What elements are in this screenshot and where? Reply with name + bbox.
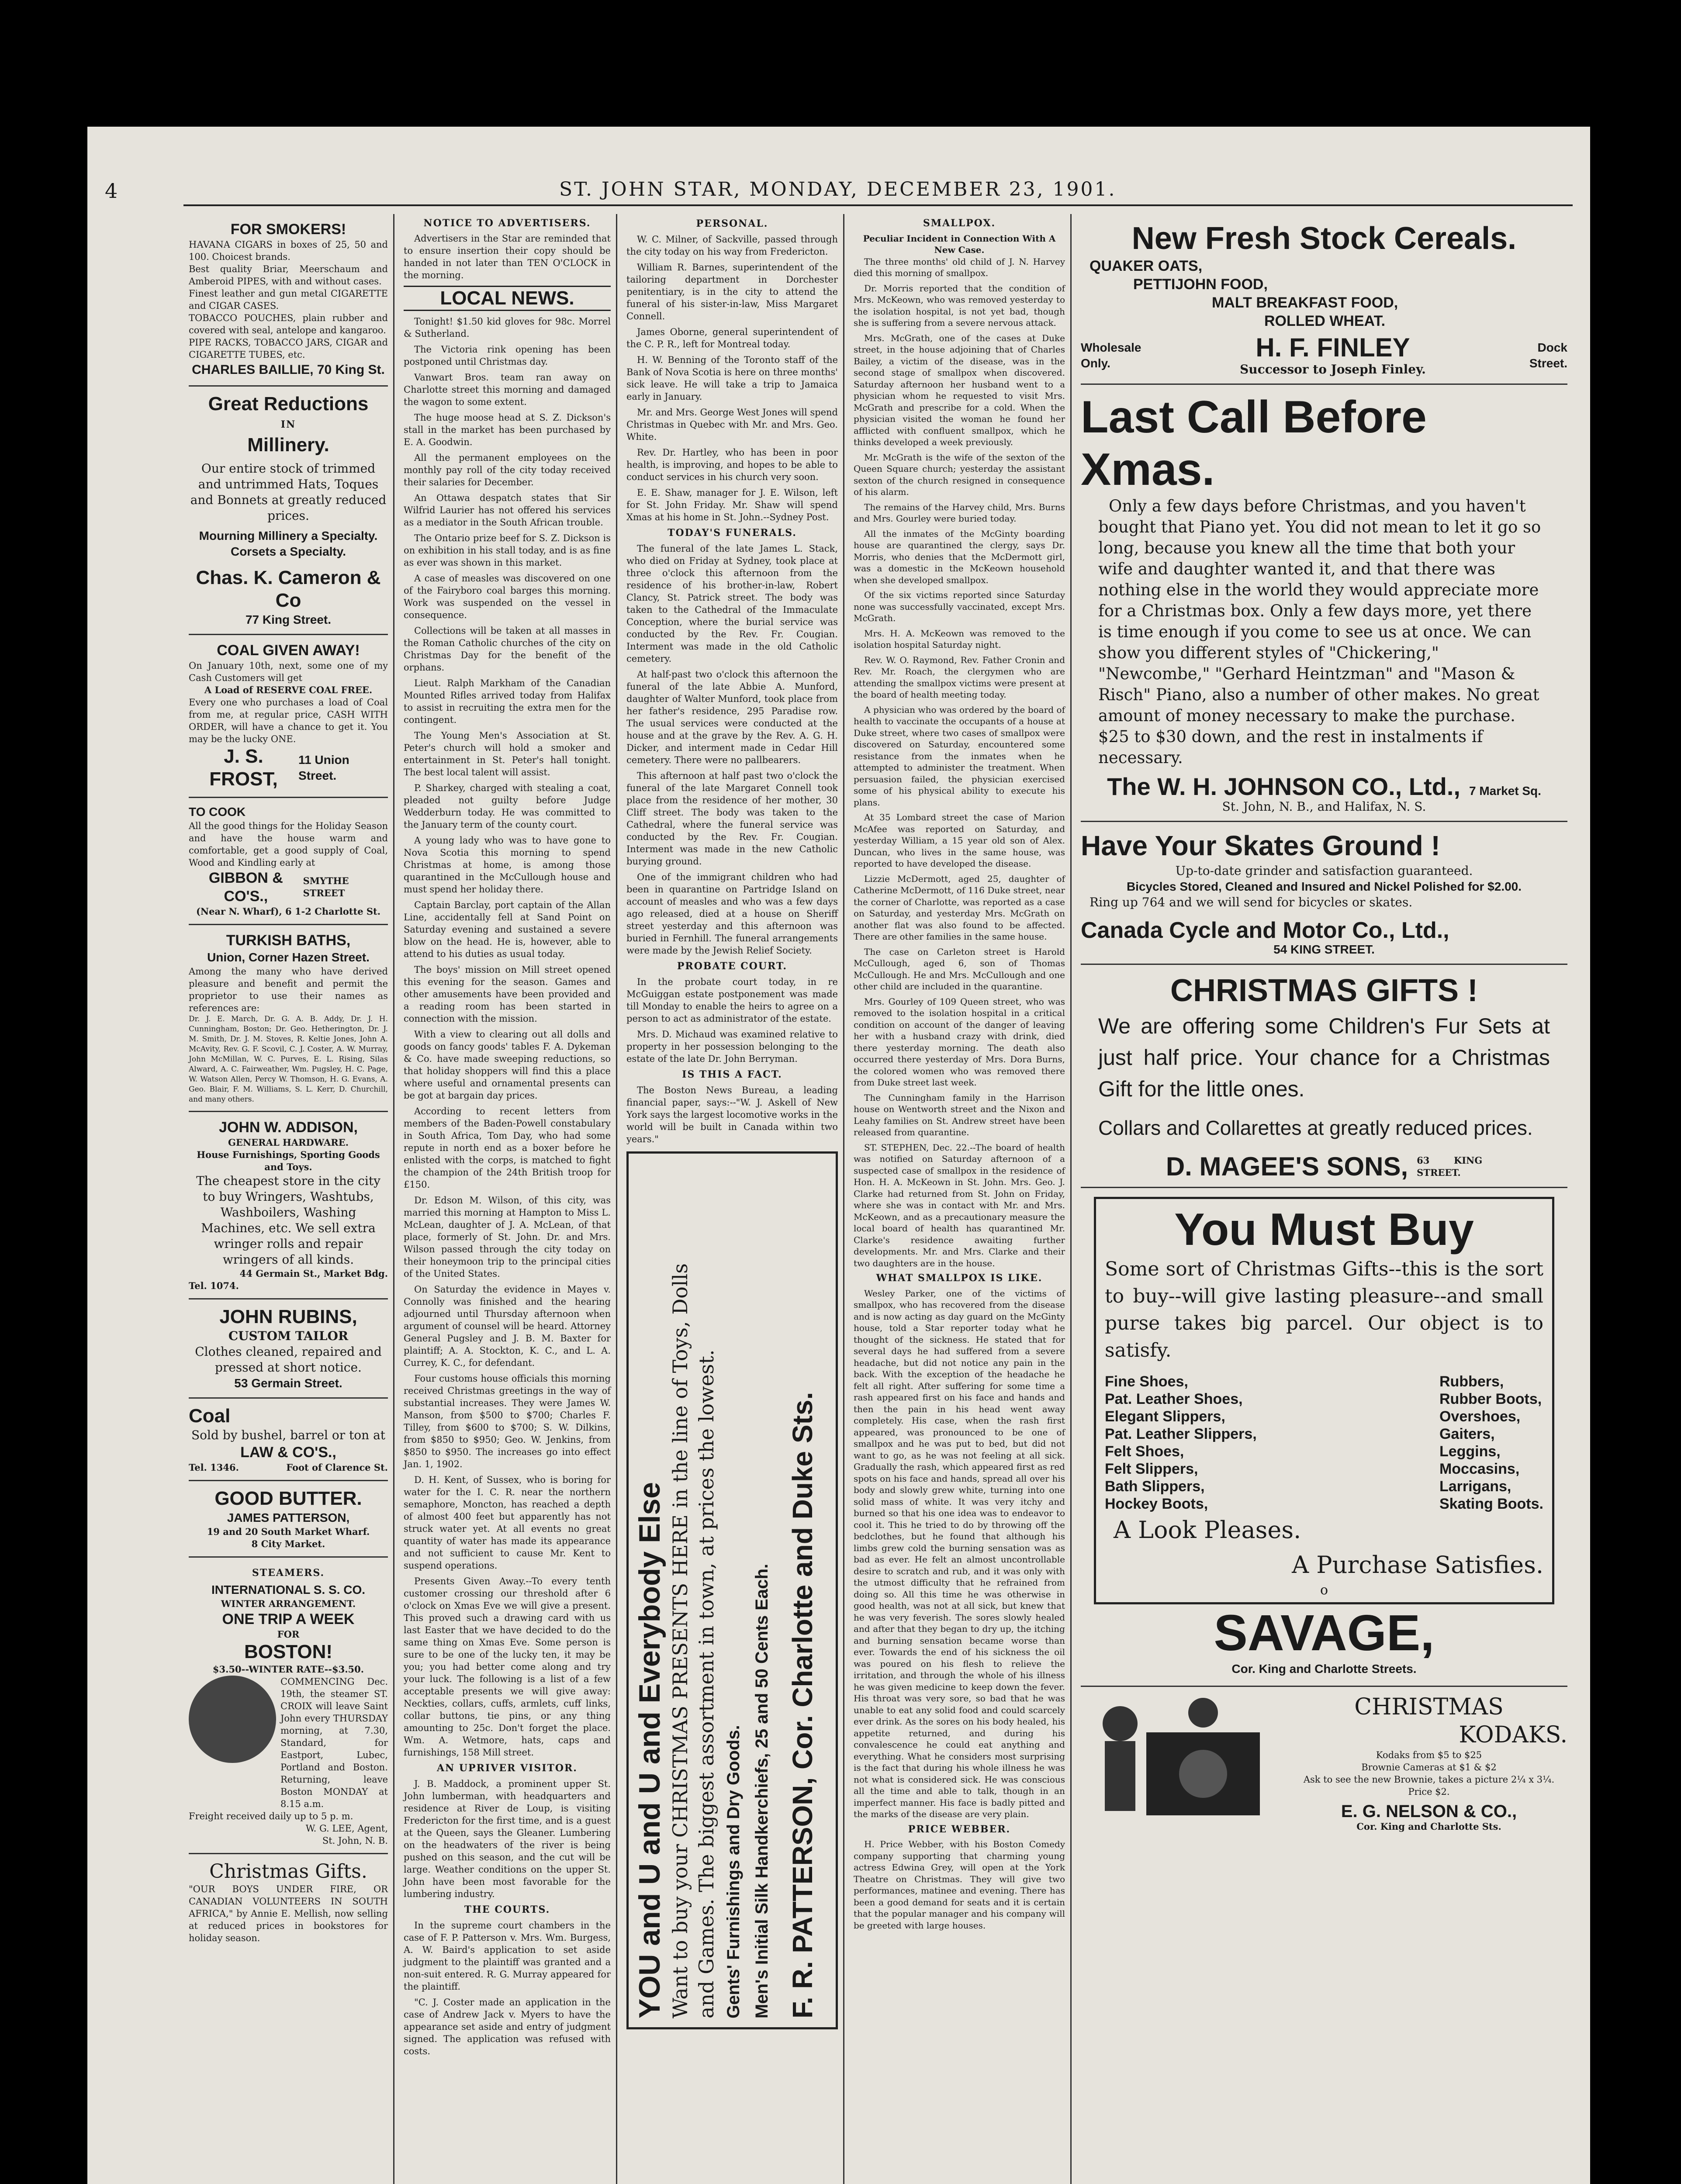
ad-firm: CHARLES BAILLIE, 70 King St. (192, 363, 385, 377)
ad-title: GOOD BUTTER. (214, 1488, 362, 1509)
ad-line: HAVANA CIGARS in boxes of 25, 50 and 100. Choicest brands. (189, 239, 388, 262)
ad-body: Clothes cleaned, repaired and pressed at short notice. (195, 1344, 382, 1375)
ad-phone: Tel. 1074. (189, 1280, 239, 1291)
local-news-body (404, 315, 611, 2057)
section-heading: AN UPRIVER VISITOR. (437, 1762, 578, 1774)
paragraph: Mrs. H. A. McKeown was removed to the isolation hospital Saturday night. (854, 628, 1065, 650)
ad-title: TURKISH BATHS, (226, 932, 351, 949)
list-item: Leggins, (1439, 1443, 1501, 1460)
section-heading: THE COURTS. (464, 1904, 550, 1915)
paragraph: The case on Carleton street is Harold McCullough, aged 6, son of Thomas McCullough. He and Mrs. McCullough and one other child are included in the quarantine. (854, 946, 1065, 992)
paragraph: Rev. W. O. Raymond, Rev. Father Cronin and Rev. Mr. Roach, the clergymen who are attending the smallpox victims were present at the board of health meeting today. (854, 654, 1065, 700)
ad-line: Want to buy your CHRISTMAS PRESENTS HERE in the line of Toys, Dolls (668, 1263, 692, 2018)
ad-title: Last Call Before Xmas. (1081, 392, 1427, 495)
paragraph: On Saturday the evidence in Mayes v. Connolly was finished and the hearing adjourned until Thursday afternoon when argument of counsel will be heard. Attorney General Pugsley and J. B. M. Baxter for plaintiff; A. A. Stockton, K. C., and L. A. Currey, K. C., for defendant. (404, 1284, 611, 1368)
skates-ad (1081, 822, 1567, 965)
ad-firm: Chas. K. Cameron & Co (196, 567, 381, 611)
ad-body: Among the many who have derived pleasure and benefit and permit the proprietor to use their names as references are: (189, 966, 388, 1013)
ad-body: Our entire stock of trimmed and untrimmed Hats, Toques and Bonnets at greatly reduced prices. (190, 461, 387, 523)
section-heading: TODAY'S FUNERALS. (668, 527, 797, 539)
ad-address: Foot of Clarence St. (286, 1462, 388, 1473)
ad-address: 19 and 20 South Market Wharf. (207, 1526, 370, 1537)
paragraph: Advertisers in the Star are reminded that to ensure insertion their copy should be handed in not later than TEN O'CLOCK in the morning. (404, 233, 611, 280)
addison-ad (189, 1112, 388, 1299)
ad-title: ONE TRIP A WEEK (222, 1611, 355, 1628)
paragraph: The Young Men's Association at St. Peter's church will hold a smoker and entertainment in St. Peter's hall tonight. The best local talent will assist. (404, 730, 611, 778)
list-item: Fine Shoes, (1105, 1373, 1188, 1390)
column-2 (398, 214, 616, 2061)
product-list-left (1105, 1373, 1257, 1513)
section-heading: LOCAL NEWS. (404, 286, 611, 311)
paragraph: The Cunningham family in the Harrison house on Wentworth street and the Nixon and Leahy families on St. Andrew street have been released from quarantine. (854, 1092, 1065, 1137)
ad-title: INTERNATIONAL S. S. CO. (211, 1583, 366, 1597)
paragraph: A young lady who was to have gone to Nova Scotia this morning to spend Christmas at home, is among those quarantined in the McCullough house and must spend her holiday there. (404, 835, 611, 895)
ad-line: Kodaks from $5 to $25 (1376, 1750, 1482, 1760)
list-item: Pat. Leather Shoes, (1105, 1391, 1243, 1407)
section-subheading: Peculiar Incident in Connection With A New Case. (863, 233, 1056, 255)
ad-line: Brownie Cameras at $1 & $2 (1361, 1762, 1497, 1773)
ad-line: GENERAL HARDWARE. (228, 1137, 349, 1148)
steamship-illustration (189, 1676, 276, 1763)
list-item: Gaiters, (1439, 1426, 1495, 1442)
section-heading: NOTICE TO ADVERTISERS. (423, 218, 591, 229)
ad-title: CHRISTMAS (1354, 1694, 1504, 1720)
ad-body: Sold by bushel, barrel or ton at (191, 1428, 386, 1442)
list-item: Hockey Boots, (1105, 1496, 1208, 1512)
ad-line: Up-to-date grinder and satisfaction guaranteed. (1175, 864, 1473, 878)
paragraph: Mr. and Mrs. George West Jones will spend Christmas in Quebec with Mr. and Mrs. Geo. White. (626, 407, 838, 442)
ad-line: PIPE RACKS, TOBACCO JARS, CIGAR and CIGARETTE TUBES, etc. (189, 337, 388, 360)
ad-line: FOR (277, 1629, 300, 1640)
ad-phone: Tel. 1346. (189, 1462, 239, 1473)
rubins-ad (189, 1299, 388, 1399)
ad-address: 8 City Market. (251, 1538, 325, 1549)
ad-title: You Must Buy (1174, 1204, 1474, 1255)
christmas-gifts-book-ad (189, 1854, 388, 1950)
section-heading: PRICE WEBBER. (908, 1823, 1011, 1835)
ad-line: Freight received daily up to 5 p. m. (189, 1811, 353, 1821)
list-item: Elegant Slippers, (1105, 1408, 1225, 1425)
paragraph: Rev. Dr. Hartley, who has been in poor health, is improving, and hopes to be able to conduct services in his church very soon. (626, 447, 838, 482)
ad-line: QUAKER OATS, (1090, 258, 1203, 274)
magee-gifts-ad (1081, 965, 1567, 1188)
ad-title: CHRISTMAS GIFTS ! (1170, 973, 1478, 1008)
paragraph: Mrs. Gourley of 109 Queen street, who was removed to the isolation hospital in a critical condition on account of the danger of leaving her with a husband crazy with drink, died there yesterday morning. The death also occurred there yesterday of Mrs. Dora Burns, the colored women who was removed there from Duke street last week. (854, 996, 1065, 1088)
column-5 (1076, 214, 1573, 1839)
section-heading: PROBATE COURT. (677, 961, 788, 972)
list-item: Rubbers, (1439, 1373, 1504, 1390)
paragraph: With a view to clearing out all dolls and goods on fancy goods' tables F. A. Dykeman & Co. have made sweeping reductions, so that holiday shoppers will find this a place where useful and ornamental presents can be got at bargain day prices. (404, 1029, 611, 1101)
ad-title: Great Reductions (208, 393, 369, 415)
ad-line: Successor to Joseph Finley. (1240, 362, 1426, 377)
ad-line: A Purchase Satisfies. (1292, 1551, 1543, 1579)
ad-address: St. John, N. B., and Halifax, N. S. (1222, 799, 1426, 814)
list-item: Skating Boots. (1439, 1496, 1543, 1512)
paragraph: A physician who was ordered by the board of health to vaccinate the occupants of a house at Duke street, where two cases of smallpox were discovered on Saturday, encountered some resistance from the inmates when he attempted to administer the treatment. When persuasion failed, the physician exercised some of his physical ability to execute his plans. (854, 704, 1065, 808)
ad-firm: The W. H. JOHNSON CO., Ltd., (1107, 773, 1460, 800)
paragraph: William R. Barnes, superintendent of the tailoring department in Dorchester penitentiary, is in the city to attend the funeral of his sister-in-law, Miss Margaret Connell. (626, 262, 838, 321)
paragraph: According to recent letters from members of the Baden-Powell constabulary in South Africa, Tom Day, who had some repute in north end as a boxer before he enlisted with the corps, is matched to fight the champion of the 24th British troop for £150. (404, 1106, 611, 1190)
ad-body: COMMENCING Dec. 19th, the steamer ST. CROIX will leave Saint John every THURSDAY morning, at 7.30, Standard, for Eastport, Lubec, Portland and Boston. Returning, leave Boston MONDAY at 8.15 a.m. (280, 1676, 388, 1809)
smallpox-section (854, 218, 1065, 1931)
paragraph: ST. STEPHEN, Dec. 22.--The board of health was notified on Saturday afternoon of a suspected case of smallpox in the residence of Hon. H. A. McKeown in St. John. Mrs. Geo. J. Clarke had returned from St. John on Friday, where she was in contact with Mr. and Mrs. McKeown, and as a precautionary measure the local board of health has quarantined Mr. Clarke's residence awaiting further developments. Mr. and Mrs. Clarke and their two daughters are in the house. (854, 1142, 1065, 1268)
ad-address: (Near N. Wharf), 6 1-2 Charlotte St. (196, 906, 381, 917)
ad-title: KODAKS. (1459, 1722, 1567, 1748)
ad-line: IN (280, 419, 296, 430)
finley-cereals-ad (1081, 214, 1567, 385)
ad-firm: JAMES PATTERSON, (227, 1511, 350, 1524)
list-item: Felt Slippers, (1105, 1461, 1198, 1477)
ad-title: JOHN W. ADDISON, (219, 1119, 358, 1136)
ad-address: 11 Union Street. (298, 753, 349, 782)
personal-section (626, 218, 838, 1145)
ad-agent: St. John, N. B. (322, 1835, 388, 1846)
millinery-ad (189, 387, 388, 635)
list-item: Felt Shoes, (1105, 1443, 1184, 1460)
paragraph: The three months' old child of J. N. Harvey died this morning of smallpox. (854, 256, 1065, 278)
paragraph: The Victoria rink opening has been postponed until Christmas day. (404, 344, 611, 367)
paragraph: At 35 Lombard street the case of Marion McAfee was reported on Saturday, and yesterday William, a 15 year old son of Alex. Duncan, who lives in the same house, was reported to have developed the disease. (854, 812, 1065, 869)
paragraph: Of the six victims reported since Saturday none was successfully vaccinated, except Mrs. McGrath. (854, 590, 1065, 623)
paragraph: H. Price Webber, with his Boston Comedy company supporting that charming young actress Edwina Grey, will open at the York Theatre on Christmas. They will give two performances, matinee and evening. There has been a good demand for seats and it is certain that the popular manager and his company will be greeted with large houses. (854, 1839, 1065, 1931)
ad-address: 54 KING STREET. (1273, 943, 1375, 956)
steamers-ad (189, 1558, 388, 1854)
child-figure-shape (1103, 1706, 1138, 1741)
ad-line: and Games. The biggest assortment in town, at prices the lowest. (695, 1349, 718, 2018)
paragraph: Wesley Parker, one of the victims of smallpox, who has recovered from the disease and is now acting as day guard on the McGinty house, told a Star reporter today what he thought of the sickness. He stated that for several days he had suffered from a severe headache, but did not notice any pain in the back. With the exception of the headache he felt all right. After suffering for some time a rash appeared first on his face and hands and then the pain in his head went away completely. His case, when the rash first appeared, was pronounced to be one of smallpox and he was put to bed, but did not want to go, as he was not feeling at all sick. Gradually the rash, which appeared first as red spots on his face and hands, spread all over his body and slowly grew white, turning into one solid mass of white. It was very itchy and burned so that his one idea was to endeavor to cool it. This he tried to do by throwing off the bedclothes, but he found that although his limbs grew cold the burning sensation was as bad as ever. He felt an almost uncontrollable desire to scratch and rub, and it was only with the utmost difficulty that he refrained from doing so. All this time he was otherwise in good health, was not at all sick, but knew that he was very feverish. The sores slowly healed and after that they began to dry up, the itching and burning sensation became worse than ever. Towards the end of his sickness the oil was poured on his flesh to relieve the irritation, and through the whole of his illness he was given medicine to keep down the fever. His throat was very sore, so bad that he was unable to eat any solid food and could scarcely ever drink. As the sores on his body healed, his appetite returned, and during his convalescence he could eat anything and everything. What he considers most surprising is the fact that during his whole illness he was not what is considered sick. He was conscious all the time and able to talk, though in an imperfect manner. His face is badly pitted and the marks of the disease are very plain. (854, 1288, 1065, 1819)
ad-title: Have Your Skates Ground ! (1081, 830, 1440, 861)
ad-firm: LAW & CO'S., (240, 1444, 336, 1461)
paragraph: Mrs. D. Michaud was examined relative to property in her possession belonging to the estate of the late Dr. John Berryman. (626, 1029, 838, 1064)
ad-line: TOBACCO POUCHES, plain rubber and covered with seal, antelope and kangaroo. (189, 313, 388, 335)
ad-title: Coal (189, 1405, 231, 1427)
butter-ad (189, 1481, 388, 1558)
ad-line: House Furnishings, Sporting Goods and Toys. (197, 1149, 380, 1172)
coal-given-ad (189, 635, 388, 798)
ad-line: Mourning Millinery a Specialty. (199, 529, 378, 543)
ad-names: Dr. J. E. March, Dr. G. A. B. Addy, Dr. J. H. Cunningham, Boston; Dr. Geo. Hetherington, Dr. J. M. Smith, Dr. J. M. Stoves, R. Keltie Jones, John A. McAvity, Rev. G. F. Scovil, C. J. Coster, A. W. Murray, John McMillan, W. C. Purves, E. L. Rising, Silas Alward, A. C. Fairweather, Wm. Pugsley, H. C. Page, W. Watson Allen, Percy W. Thomson, H. G. Evans, A. Geo. Blair, F. M. Williams, S. L. Kerr, D. Churchill, and many others. (189, 1015, 388, 1104)
kodaks-ad (1081, 1687, 1567, 1839)
paragraph: "C. J. Coster made an application in the case of Andrew Jack v. Myers to have the appearance set aside and entry of judgment signed. The application was refused with costs. (404, 1997, 611, 2056)
paragraph: An Ottawa despatch states that Sir Wilfrid Laurier has not offered his services as a mediator in the South African trouble. (404, 493, 611, 528)
ad-firm: GIBBON & CO'S., (208, 870, 283, 905)
list-item: Bath Slippers, (1105, 1478, 1205, 1495)
ad-line: MALT BREAKFAST FOOD, (1212, 294, 1398, 311)
paragraph: James Oborne, general superintendent of the C. P. R., left for Montreal today. (626, 327, 838, 349)
ad-body: All the good things for the Holiday Season and have the house warm and comfortable, get a good supply of Coal, Wood and Kindling early at (189, 821, 388, 868)
section-heading: WHAT SMALLPOX IS LIKE. (876, 1272, 1043, 1284)
paragraph: The funeral of the late James L. Stack, who died on Friday at Sydney, took place at three o'clock this afternoon from the residence of his brother-in-law, Robert Clancy, St. Patrick street. The body was taken to the Cathedral of the Immaculate Conception, where the burial service was conducted by the Rev. Fr. Cougian. Interment was made in the old Catholic cemetery. (626, 543, 838, 664)
ad-address: 53 Germain Street. (234, 1376, 342, 1390)
ad-body: On January 10th, next, some one of my Cash Customers will get (189, 660, 388, 683)
section-heading: PERSONAL. (696, 218, 768, 229)
patterson-rotated-ad (626, 1151, 838, 2029)
ad-address: Cor. King and Charlotte Streets. (1231, 1662, 1417, 1676)
list-item: Rubber Boots, (1439, 1391, 1542, 1407)
ad-address: 44 Germain St., Market Bdg. (239, 1268, 388, 1279)
ad-title: COAL GIVEN AWAY! (217, 642, 360, 659)
johnson-piano-ad (1081, 385, 1567, 822)
paragraph: P. Sharkey, charged with stealing a coat, pleaded not guilty before Judge Wedderburn today. He was committed to the January term of the county court. (404, 783, 611, 830)
child-figure-shape (1105, 1741, 1135, 1811)
ad-title: BOSTON! (244, 1641, 333, 1662)
paragraph: This afternoon at half past two o'clock the funeral of the late Margaret Connell took place from the residence of her mother, 30 Cliff street. The body was taken to the Cathedral, where the funeral service was conducted by the Rev. Fr. Cougian. Interment was made in the new Catholic burying ground. (626, 771, 838, 867)
paragraph: Four customs house officials this morning received Christmas greetings in the way of substantial increases. They were James W. Manson, from $500 to $700; Charles F. Tilley, from $600 to $700; S. W. Dilkins, from $850 to $950; Geo. W. Jenkins, from $850 to $950. The increases go into effect Jan. 1, 1902. (404, 1373, 611, 1469)
ad-title: JOHN RUBINS, (219, 1306, 357, 1327)
ad-line: Finest leather and gun metal CIGARETTE and CIGAR CASES. (189, 288, 388, 311)
ad-firm: SAVAGE, (1214, 1604, 1435, 1661)
ad-line: WINTER ARRANGEMENT. (221, 1598, 356, 1609)
ad-line: Ring up 764 and we will send for bicycles or skates. (1090, 895, 1413, 909)
paragraph: The remains of the Harvey child, Mrs. Burns and Mrs. Gourley were buried today. (854, 501, 1065, 524)
paragraph: Dr. Edson M. Wilson, of this city, was married this morning at Hampton to Miss L. McLean, daughter of J. A. McLean, of that place, formerly of St. John. Dr. and Mrs. Wilson passed through the city today on their honeymoon trip to the principal cities of the United States. (404, 1195, 611, 1279)
ad-firm: D. MAGEE'S SONS, (1166, 1152, 1408, 1181)
ad-body: The cheapest store in the city to buy Wringers, Washtubs, Washboilers, Washing Machines, etc. We sell extra wringer rolls and repair wringers of all kinds. (196, 1174, 380, 1267)
ad-address: 77 King Street. (245, 613, 332, 626)
paragraph: Vanwart Bros. team ran away on Charlotte street this morning and damaged the wagon to some extent. (404, 372, 611, 407)
section-heading: STEAMERS. (252, 1567, 325, 1579)
ad-line: A Load of RESERVE COAL FREE. (204, 684, 373, 695)
ad-title: YOU and U and U and Everybody Else (633, 1482, 666, 2018)
ad-title: FOR SMOKERS! (230, 221, 346, 238)
ad-firm: H. F. FINLEY (1256, 333, 1410, 362)
ad-line: $3.50--WINTER RATE--$3.50. (212, 1664, 364, 1675)
turkish-baths-ad (189, 925, 388, 1112)
ad-address: 63 KING STREET. (1417, 1155, 1483, 1178)
newspaper-page (87, 127, 1590, 2184)
ad-line: Union, Corner Hazen Street. (207, 950, 370, 964)
column-1 (183, 214, 393, 1950)
paragraph: Mr. McGrath is the wife of the sexton of the Queen Square church; yesterday the assistant sexton of the church resigned in consequence of his alarm. (854, 452, 1065, 497)
paragraph: At half-past two o'clock this afternoon the funeral of the late Abbie A. Munford, daughter of Walter Munford, took place from her father's residence, 295 Paradise row. The usual services were conducted at the house and at the grave by the Rev. A. G. H. Dicker, and interment made in Cedar Hill cemetery. There were no pallbearers. (626, 669, 838, 765)
ad-line: Gents' Furnishings and Dry Goods. (724, 1725, 743, 2018)
paragraph: H. W. Benning of the Toronto staff of the Bank of Nova Scotia is here on three months' sick leave. He will take a trip to Jamaica early in January. (626, 355, 838, 402)
ad-body: Only a few days before Christmas, and you haven't bought that Piano yet. You did not mean to let it go so long, because you knew all the time that both your wife and daughter wanted it, and that there was nothing else in the world they would appreciate more for a Christmas box. Only a few days more, yet there is time enough if you come to see us at once. We can show you different styles of "Chickering," "Newcombe," "Gerhard Heintzman" and "Mason & Risch" Piano, also a number of other makes. No great amount of money necessary to make the purchase. $25 to $30 down, and the rest in instalments if necessary. (1098, 497, 1541, 767)
masthead-rule (183, 204, 1573, 206)
ad-body: We are offering some Children's Fur Sets at just half price. Your chance for a Christmas Gift for the little ones. (1098, 1014, 1550, 1101)
ad-title: New Fresh Stock Cereals. (1131, 221, 1517, 256)
column-divider (1070, 214, 1072, 2184)
paragraph: Presents Given Away.--To every tenth customer crossing our threshold after 6 o'clock on Xmas Eve we will give a present. This proved such a drawing card with us last Easter that we have decided to do the same thing on Xmas Eve. Some person is sure to be one of the lucky ten, it may be you; you had better come along and try your luck. The following is a list of a few acceptable presents we will give away: Neckties, collars, cuffs, armlets, cuff links, collar buttons, tie pins, or any thing amounting to 25c. Don't forget the place. Wm. A. Wetmore, hats, caps and furnishings, 158 Mill street. (404, 1576, 611, 1758)
to-cook-ad (189, 798, 388, 925)
paragraph: Mrs. McGrath, one of the cases at Duke street, in the house adjoining that of Charles Bailey, a victim of the disease, was in the second stage of smallpox when discovered. Saturday afternoon her husband went to a physician whom he requested to visit Mrs. McGrath and prescribe for a cold. When the physician visited the woman he found her afflicted with confluent smallpox, which he thinks developed a week previously. (854, 332, 1065, 447)
ad-line: CUSTOM TAILOR (228, 1329, 349, 1343)
ad-body: Every one who purchases a load of Coal from me, at regular price, CASH WITH ORDER, will have a chance to get it. You may be the lucky ONE. (189, 697, 388, 744)
page-number: 4 (105, 179, 118, 203)
ad-line: Wholesale Only. (1081, 341, 1141, 370)
ad-address: 7 Market Sq. (1469, 784, 1541, 798)
section-heading: IS THIS A FACT. (682, 1069, 782, 1080)
paragraph: W. C. Milner, of Sackville, passed through the city today on his way from Fredericton. (626, 234, 838, 257)
column-divider (616, 214, 617, 2184)
paragraph: One of the immigrant children who had been in quarantine on Partridge Island on account of measles and who was a few days ago released, died at a house on Sheriff street yesterday and this afternoon was buried in Fernhill. The funeral arrangements were made by the Jewish Relief Society. (626, 872, 838, 956)
paragraph: The Ontario prize beef for S. Z. Dickson is on exhibition in his stall today, and is as fine as ever was shown in this market. (404, 533, 611, 568)
ad-title: Millinery. (247, 434, 329, 456)
column-3 (621, 214, 843, 2029)
list-item: Overshoes, (1439, 1408, 1521, 1425)
ad-line: Ask to see the new Brownie, takes a picture 2¼ x 3¼. Price $2. (1303, 1774, 1555, 1797)
product-list-right (1439, 1373, 1543, 1513)
ad-line: Men's Initial Silk Handkerchiefs, 25 and 50 Cents Each. (752, 1564, 771, 2018)
ad-body: "OUR BOYS UNDER FIRE, OR CANADIAN VOLUNTEERS IN SOUTH AFRICA," by Annie E. Mellish, now selling at reduced prices in bookstores for holiday season. (189, 1884, 388, 1943)
paragraph: Collections will be taken at all masses in the Roman Catholic churches of the city on Christmas Day for the benefit of the orphans. (404, 625, 611, 673)
paragraph: A case of measles was discovered on one of the Fairyboro coal barges this morning. Work was suspended on the vessel in consequence. (404, 573, 611, 620)
paragraph: The boys' mission on Mill street opened this evening for the season. Games and other amusements have been provided and a reading room has been started in connection with the mission. (404, 964, 611, 1024)
section-heading: SMALLPOX. (923, 218, 996, 229)
column-4 (848, 214, 1070, 1935)
paragraph: Tonight! $1.50 kid gloves for 98c. Morrel & Sutherland. (404, 316, 611, 339)
ad-line: ROLLED WHEAT. (1264, 313, 1386, 329)
column-divider (393, 214, 394, 2184)
list-item: Larrigans, (1439, 1478, 1512, 1495)
ad-line: Best quality Briar, Meerschaum and Amberoid PIPES, with and without cases. (189, 264, 388, 287)
ad-firm: J. S. FROST, (209, 746, 278, 790)
ad-firm: Canada Cycle and Motor Co., Ltd., (1081, 918, 1449, 943)
paragraph: The Boston News Bureau, a leading financial paper, says:--"W. J. Askell of New York says the largest locomotive works in the world will be built in Canada within two years." (626, 1085, 838, 1144)
ad-line: PETTIJOHN FOOD, (1133, 276, 1268, 293)
column-divider (843, 214, 844, 2184)
ad-firm: E. G. NELSON & CO., (1341, 1802, 1517, 1821)
smokers-ad (189, 214, 388, 387)
ad-title: TO COOK (189, 805, 246, 819)
paragraph: D. H. Kent, of Sussex, who is boring for water for the I. C. R. near the northern semaphore, Moncton, has reached a depth of almost 400 feet but apparently has not struck water yet. At all events no great quantity of water has made its appearance and not sufficient to cause Mr. Kent to suspend operations. (404, 1475, 611, 1571)
paragraph: Lizzie McDermott, aged 25, daughter of Catherine McDermott, of 116 Duke street, near the corner of Charlotte, was reported as a case on Saturday, and yesterday Mrs. McGrath on another flat was also found to be affected. There are other families in the same house. (854, 873, 1065, 942)
paragraph: The huge moose head at S. Z. Dickson's stall in the market has been purchased by E. A. Goodwin. (404, 412, 611, 447)
child-figure-shape (1188, 1698, 1218, 1728)
ad-line: A Look Pleases. (1114, 1516, 1301, 1544)
ad-address: Dock Street. (1529, 341, 1567, 370)
ad-line: Bicycles Stored, Cleaned and Insured and Nickel Polished for $2.00. (1126, 880, 1522, 893)
paragraph: All the inmates of the McGinty boarding house are quarantined the clergy, says Dr. Morris, who denies that the McDermott girl, was a domestic in the McKeown household when she developed smallpox. (854, 528, 1065, 585)
law-coal-ad (189, 1399, 388, 1481)
paragraph: In the probate court today, in re McGuiggan estate postponement was made till Monday to enable the heirs to agree on a person to act as administrator of the estate. (626, 977, 838, 1024)
ad-body: Some sort of Christmas Gifts--this is the sort to buy--will give lasting pleasure--and small purse takes big parcel. Our object is to satisfy. (1105, 1258, 1543, 1362)
paragraph: In the supreme court chambers in the case of F. P. Patterson v. Mrs. Wm. Burgess, A. W. Baird's application to set aside judgment to the plaintiff was granted and a non-suit entered. R. G. Murray appeared for the plaintiff. (404, 1920, 611, 1992)
ad-address: SMYTHE STREET (303, 875, 349, 898)
paragraph: All the permanent employees on the monthly pay roll of the city today received their salaries for December. (404, 453, 611, 487)
paragraph: Captain Barclay, port captain of the Allan Line, accidentally fell at Sand Point on Saturday evening and sustained a severe blow on the head. He is, however, able to attend to his duties as usual today. (404, 900, 611, 959)
ad-firm: F. R. PATTERSON, Cor. Charlotte and Duke Sts. (787, 1392, 818, 2018)
savage-ad (1081, 1188, 1567, 1687)
masthead: ST. JOHN STAR, MONDAY, DECEMBER 23, 1901. (559, 178, 1117, 200)
ad-line: Collars and Collarettes at greatly reduced prices. (1098, 1116, 1533, 1139)
list-item: Moccasins, (1439, 1461, 1520, 1477)
paragraph: Dr. Morris reported that the condition of Mrs. McKeown, who was removed yesterday to the isolation hospital, is not yet bad, though she is suffering from a severe nervous attack. (854, 283, 1065, 328)
ad-line: Corsets a Specialty. (230, 545, 346, 558)
ornament: o (1320, 1583, 1328, 1598)
paragraph: Lieut. Ralph Markham of the Canadian Mounted Rifles arrived today from Halifax to assist in recruiting the extra men for the contingent. (404, 678, 611, 725)
paragraph: J. B. Maddock, a prominent upper St. John lumberman, with headquarters and residence at River de Loup, is visiting Fredericton for the first time, and is a guest at the Queen, says the Gleaner. Lumbering on the headwaters of the river is being pushed on this season, and the cut will be large. Weather conditions on the upper St. John have been most favorable for the lumbering industry. (404, 1779, 611, 1899)
ad-agent: W. G. LEE, Agent, (305, 1823, 388, 1834)
ad-address: Cor. King and Charlotte Sts. (1356, 1821, 1501, 1832)
camera-lens-shape (1179, 1750, 1227, 1798)
product-lists (1105, 1373, 1543, 1513)
kodak-children-illustration (1081, 1693, 1282, 1824)
list-item: Pat. Leather Slippers, (1105, 1426, 1257, 1442)
ad-title: Christmas Gifts. (209, 1860, 367, 1883)
paragraph: E. E. Shaw, manager for J. E. Wilson, left for St. John Friday. Mr. Shaw will spend Xmas at his home in St. John.--Sydney Post. (626, 487, 838, 522)
